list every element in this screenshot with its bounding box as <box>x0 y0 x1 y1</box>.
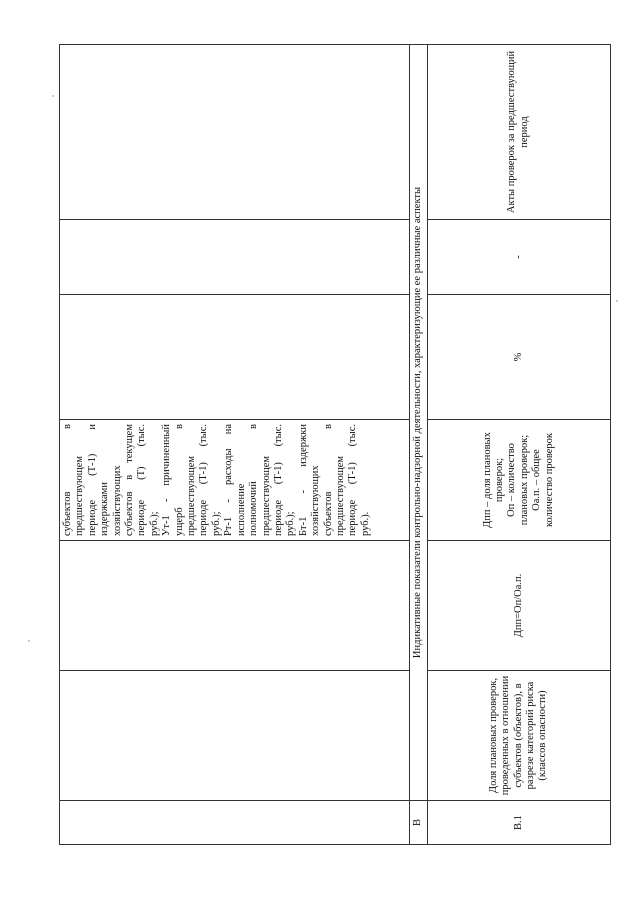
cell-unit-empty <box>60 295 410 420</box>
text-line: плановых проверок; <box>518 434 530 526</box>
text-line: руб.). <box>359 511 371 536</box>
text-line: субъектов в текущем <box>124 424 136 536</box>
text-line: предшествующем <box>334 455 346 536</box>
b1-description-text <box>482 424 556 536</box>
text-line: Рт-1 - расходы на <box>223 424 235 536</box>
text-line: проверок; <box>494 457 506 503</box>
cell-description-continued <box>60 420 410 541</box>
text-line: предшествующем <box>260 455 272 536</box>
text-line: периоде (Т-1) (тыс. <box>272 424 284 536</box>
scan-speck <box>28 640 30 642</box>
text-line: руб.); <box>285 511 297 536</box>
text-line: предшествующем <box>74 455 86 536</box>
cell-target-empty <box>60 220 410 295</box>
text-line: руб.); <box>210 511 222 536</box>
cell-b1-name: Доля плановых проверок, проведенных в отношении субъектов (объектов), в разрезе категорий риска (классов опасности) <box>427 671 610 801</box>
scan-speck <box>616 300 618 302</box>
cell-formula-empty <box>60 541 410 671</box>
cell-source-empty <box>60 45 410 220</box>
cell-b1-target: - <box>427 220 610 295</box>
indicators-table <box>59 44 611 845</box>
text-line: Оа.п. – общее <box>531 449 543 511</box>
rotated-table-container <box>59 45 611 845</box>
text-line: исполнение <box>235 483 247 536</box>
text-line: полномочий в <box>248 424 260 536</box>
text-line: хозяйствующих <box>111 465 123 536</box>
cell-code-empty <box>60 801 410 845</box>
cell-b1-code: В.1 <box>427 801 610 845</box>
cell-section-code: В <box>409 801 427 845</box>
cell-name-empty <box>60 671 410 801</box>
text-line: периоде (Т-1) и <box>86 424 98 536</box>
text-line: предшествующем <box>186 455 198 536</box>
table-row-section <box>409 45 427 845</box>
text-line: Бт-1 - издержки <box>297 424 309 536</box>
text-line: периоде (Т-1) (тыс. <box>347 424 359 536</box>
cell-b1-unit: % <box>427 295 610 420</box>
text-line: Ут-1 - причиненный <box>161 424 173 536</box>
text-line: издержками <box>99 482 111 536</box>
text-line: количество проверок <box>543 432 555 528</box>
text-line: субъектов в <box>62 424 73 536</box>
text-line: субъектов в <box>322 424 334 536</box>
table-row-continuation <box>60 45 410 845</box>
table-row-b1 <box>427 45 610 845</box>
text-line: периоде (Т) (тыс. <box>136 424 148 536</box>
text-line: Оп – количество <box>506 443 518 517</box>
text-line: ущерб в <box>173 424 185 536</box>
description-text <box>62 424 372 536</box>
text-line: хозяйствующих <box>310 465 322 536</box>
scan-speck <box>52 95 54 97</box>
text-line: периоде (Т-1) (тыс. <box>198 424 210 536</box>
cell-b1-source: Акты проверок за предшествующий период <box>427 45 610 220</box>
text-line: Дпп – доля плановых <box>481 432 493 528</box>
cell-b1-formula: Дпп=Оп/Оа.п. <box>427 541 610 671</box>
text-line: руб.); <box>148 511 160 536</box>
section-title: Индикативные показатели контрольно-надзорной деятельности, характеризующие ее различные аспекты <box>409 45 427 801</box>
cell-b1-description <box>427 420 610 541</box>
